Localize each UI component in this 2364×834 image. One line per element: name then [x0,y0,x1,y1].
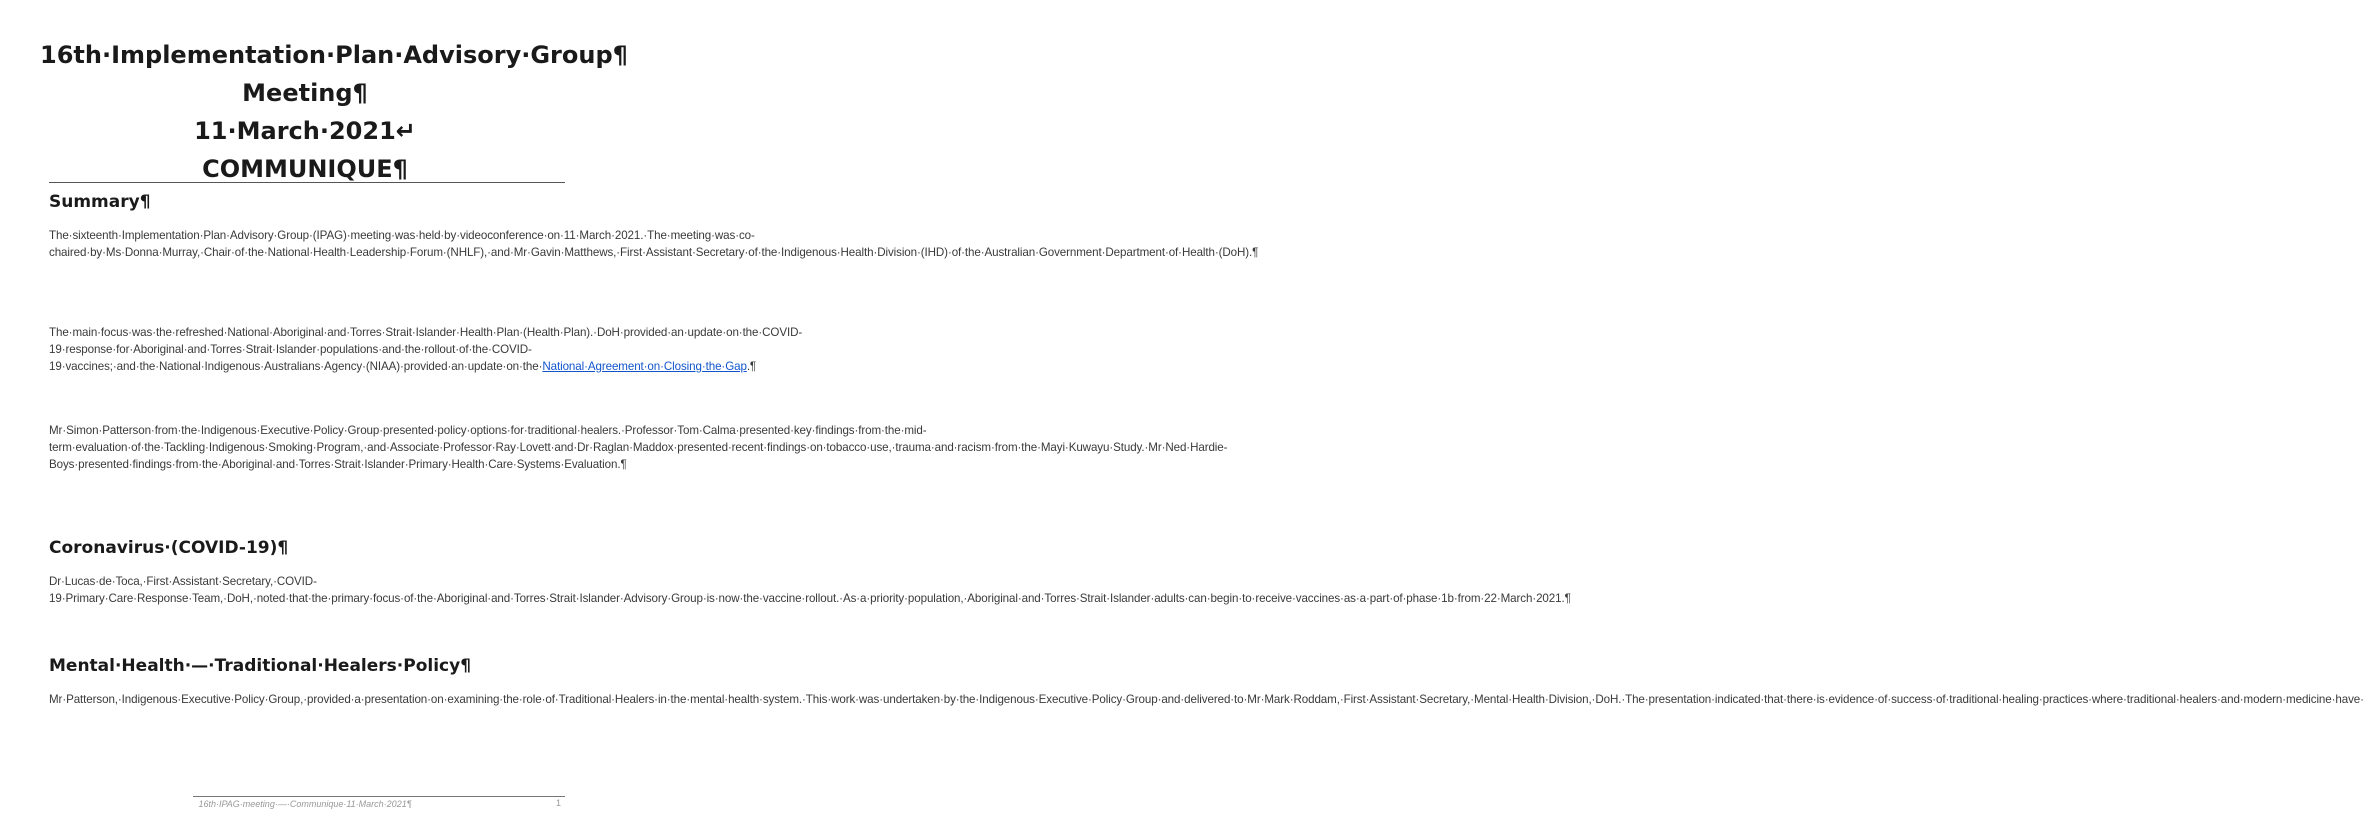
footer-divider [193,796,565,797]
document-title [40,36,628,188]
summary-paragraph-2-text: The·main·focus·was·the·refreshed·National·Aboriginal·and·Torres·Strait·Islander·Health·Plan·(Health·Plan).·DoH·provided·an·update·on·the·COVID-19·response·for·Aboriginal·and·Torres·Strait·Islander·populations·and·the·rollout·of·the·COVID-19·vaccines;·and·the·National·Indigenous·Australians·Agency·(NIAA)·provided·an·update·on·the· [49,326,803,373]
covid-paragraph-1: Dr·Lucas·de·Toca,·First·Assistant·Secretary,·COVID-19·Primary·Care·Response·Team,·DoH,·noted·that·the·primary·focus·of·the·Aboriginal·and·Torres·Strait·Islander·Advisory·Group·is·now·the·vaccine·rollout.·As·a·priority·population,·Aboriginal·and·Torres·Strait·Islander·adults·can·begin·to·receive·vaccines·as·a·part·of·phase·1b·from·22·March·2021.¶ [49,575,1571,605]
title-divider [49,182,565,183]
summary-heading: Summary¶ [49,192,151,212]
summary-paragraph-2 [49,324,803,375]
page-number: 1 [556,798,562,808]
covid-heading: Coronavirus·(COVID-19)¶ [49,538,289,558]
summary-paragraph-1: The·sixteenth·Implementation·Plan·Advisory·Group·(IPAG)·meeting·was·held·by·videoconference·on·11·March·2021.·The·meeting·was·co-chaired·by·Ms·Donna·Murray,·Chair·of·the·National·Health·Leadership·Forum·(NHLF),·and·Mr·Gavin·Matthews,·First·Assistant·Secretary·of·the·Indigenous·Health·Division·(IHD)·of·the·Australian·Government·Department·of·Health·(DoH).¶ [49,229,1259,259]
summary-paragraph-3: Mr·Simon·Patterson·from·the·Indigenous·Executive·Policy·Group·presented·policy·options·for·traditional·healers.·Professor·Tom·Calma·presented·key·findings·from·the·mid-term·evaluation·of·the·Tackling·Indigenous·Smoking·Program,·and·Associate·Professor·Ray·Lovett·and·Dr·Raglan·Maddox·presented·recent·findings·on·tobacco·use,·trauma·and·racism·from·the·Mayi·Kuwayu·Study.·Mr·Ned·Hardie-Boys·presented·findings·from·the·Aboriginal·and·Torres·Strait·Islander·Primary·Health·Care·Systems·Evaluation.¶ [49,424,1228,471]
footer-text: 16th·IPAG·meeting·—·Communique·11·March·2021¶ [198,799,412,809]
mental-health-paragraph-1: Mr·Patterson,·Indigenous·Executive·Policy·Group,·provided·a·presentation·on·examining·the·role·of·Traditional·Healers·in·the·mental·health·system.·This·work·was·undertaken·by·the·Indigenous·Executive·Policy·Group·and·delivered·to·Mr·Mark·Roddam,·First·Assistant·Secretary,·Mental·Health·Division,·DoH.·The·presentation·indicated·that·there·is·evidence·of·success·of·traditional·healing·practices·where·traditional·healers·and·modern·medicine·have· [49,693,2364,706]
closing-the-gap-link[interactable]: National·Agreement·on·Closing·the·Gap [542,360,747,373]
mental-health-heading: Mental·Health·—·Traditional·Healers·Policy¶ [49,656,472,676]
title-line-1: 16th·Implementation·Plan·Advisory·Group¶ [40,41,628,69]
summary-paragraph-2-end: .¶ [746,360,757,373]
title-line-3: 11·March·2021↵ [194,117,416,145]
title-line-4: COMMUNIQUE¶ [202,155,408,183]
title-line-2: Meeting¶ [242,79,368,107]
